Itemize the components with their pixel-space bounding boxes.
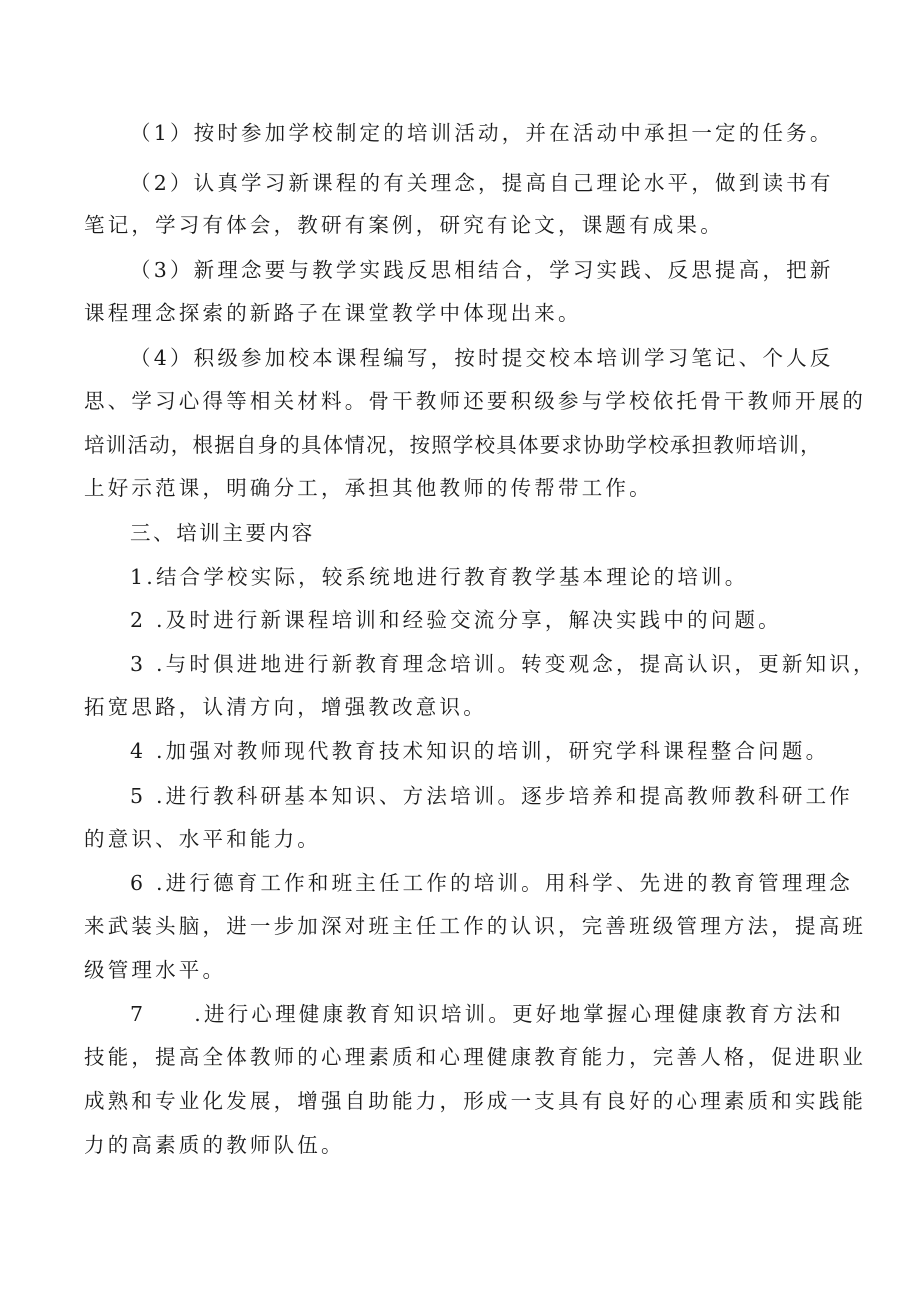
paragraph-2-line-2: 笔记，学习有体会，教研有案例，研究有论文，课题有成果。 xyxy=(84,213,724,237)
item-1-line-1: 1.结合学校实际，较系统地进行教育教学基本理论的培训。 xyxy=(130,565,749,589)
item-5-line-2: 的意识、水平和能力。 xyxy=(84,827,321,851)
paragraph-3-line-1: （3）新理念要与教学实践反思相结合，学习实践、反思提高，把新 xyxy=(130,258,834,282)
item-2-line-1: 2 .及时进行新课程培训和经验交流分享，解决实践中的问题。 xyxy=(130,608,782,632)
paragraph-3-line-2: 课程理念探索的新路子在课堂教学中体现出来。 xyxy=(84,301,582,325)
item-4-line-1: 4 .加强对教师现代教育技术知识的培训，研究学科课程整合问题。 xyxy=(130,739,830,763)
paragraph-4-line-1: （4）积级参加校本课程编写，按时提交校本培训学习笔记、个人反 xyxy=(130,346,834,370)
item-3-line-1: 3 .与时俱进地进行新教育理念培训。转变观念，提高认识，更新知识， xyxy=(130,652,877,676)
item-6-line-1: 6 .进行德育工作和班主任工作的培训。用科学、先进的教育管理理念 xyxy=(130,871,853,895)
paragraph-2-line-1: （2）认真学习新课程的有关理念，提高自己理论水平，做到读书有 xyxy=(130,171,834,195)
paragraph-1-line-1: （1）按时参加学校制定的培训活动，并在活动中承担一定的任务。 xyxy=(130,121,834,145)
item-7-line-4: 力的高素质的教师队伍。 xyxy=(84,1133,345,1157)
item-6-line-2: 来武装头脑，进一步加深对班主任工作的认识，完善班级管理方法，提高班 xyxy=(84,914,867,938)
item-7-line-1-text: .进行心理健康教育知识培训。更好地掌握心理健康教育方法和 xyxy=(194,1002,844,1026)
item-7-number: 7 xyxy=(130,1002,147,1026)
item-5-line-1: 5 .进行教科研基本知识、方法培训。逐步培养和提高教师教科研工作 xyxy=(130,784,853,808)
section-heading: 三、培训主要内容 xyxy=(130,521,315,545)
paragraph-4-line-4: 上好示范课，明确分工，承担其他教师的传帮带工作。 xyxy=(84,476,653,500)
item-6-line-3: 级管理水平。 xyxy=(84,958,227,982)
paragraph-4-line-3: 培训活动，根据自身的具体情况，按照学校具体要求协助学校承担教师培训， xyxy=(84,433,822,457)
paragraph-4-line-2: 思、学习心得等相关材料。骨干教师还要积级参与学校依托骨干教师开展的 xyxy=(84,389,867,413)
item-7-line-1 xyxy=(130,999,844,1029)
item-3-line-2: 拓宽思路，认清方向，增强教改意识。 xyxy=(84,695,487,719)
item-7-line-3: 成熟和专业化发展，增强自助能力，形成一支具有良好的心理素质和实践能 xyxy=(84,1089,867,1113)
item-7-line-2: 技能，提高全体教师的心理素质和心理健康教育能力，完善人格，促进职业 xyxy=(84,1045,867,1069)
